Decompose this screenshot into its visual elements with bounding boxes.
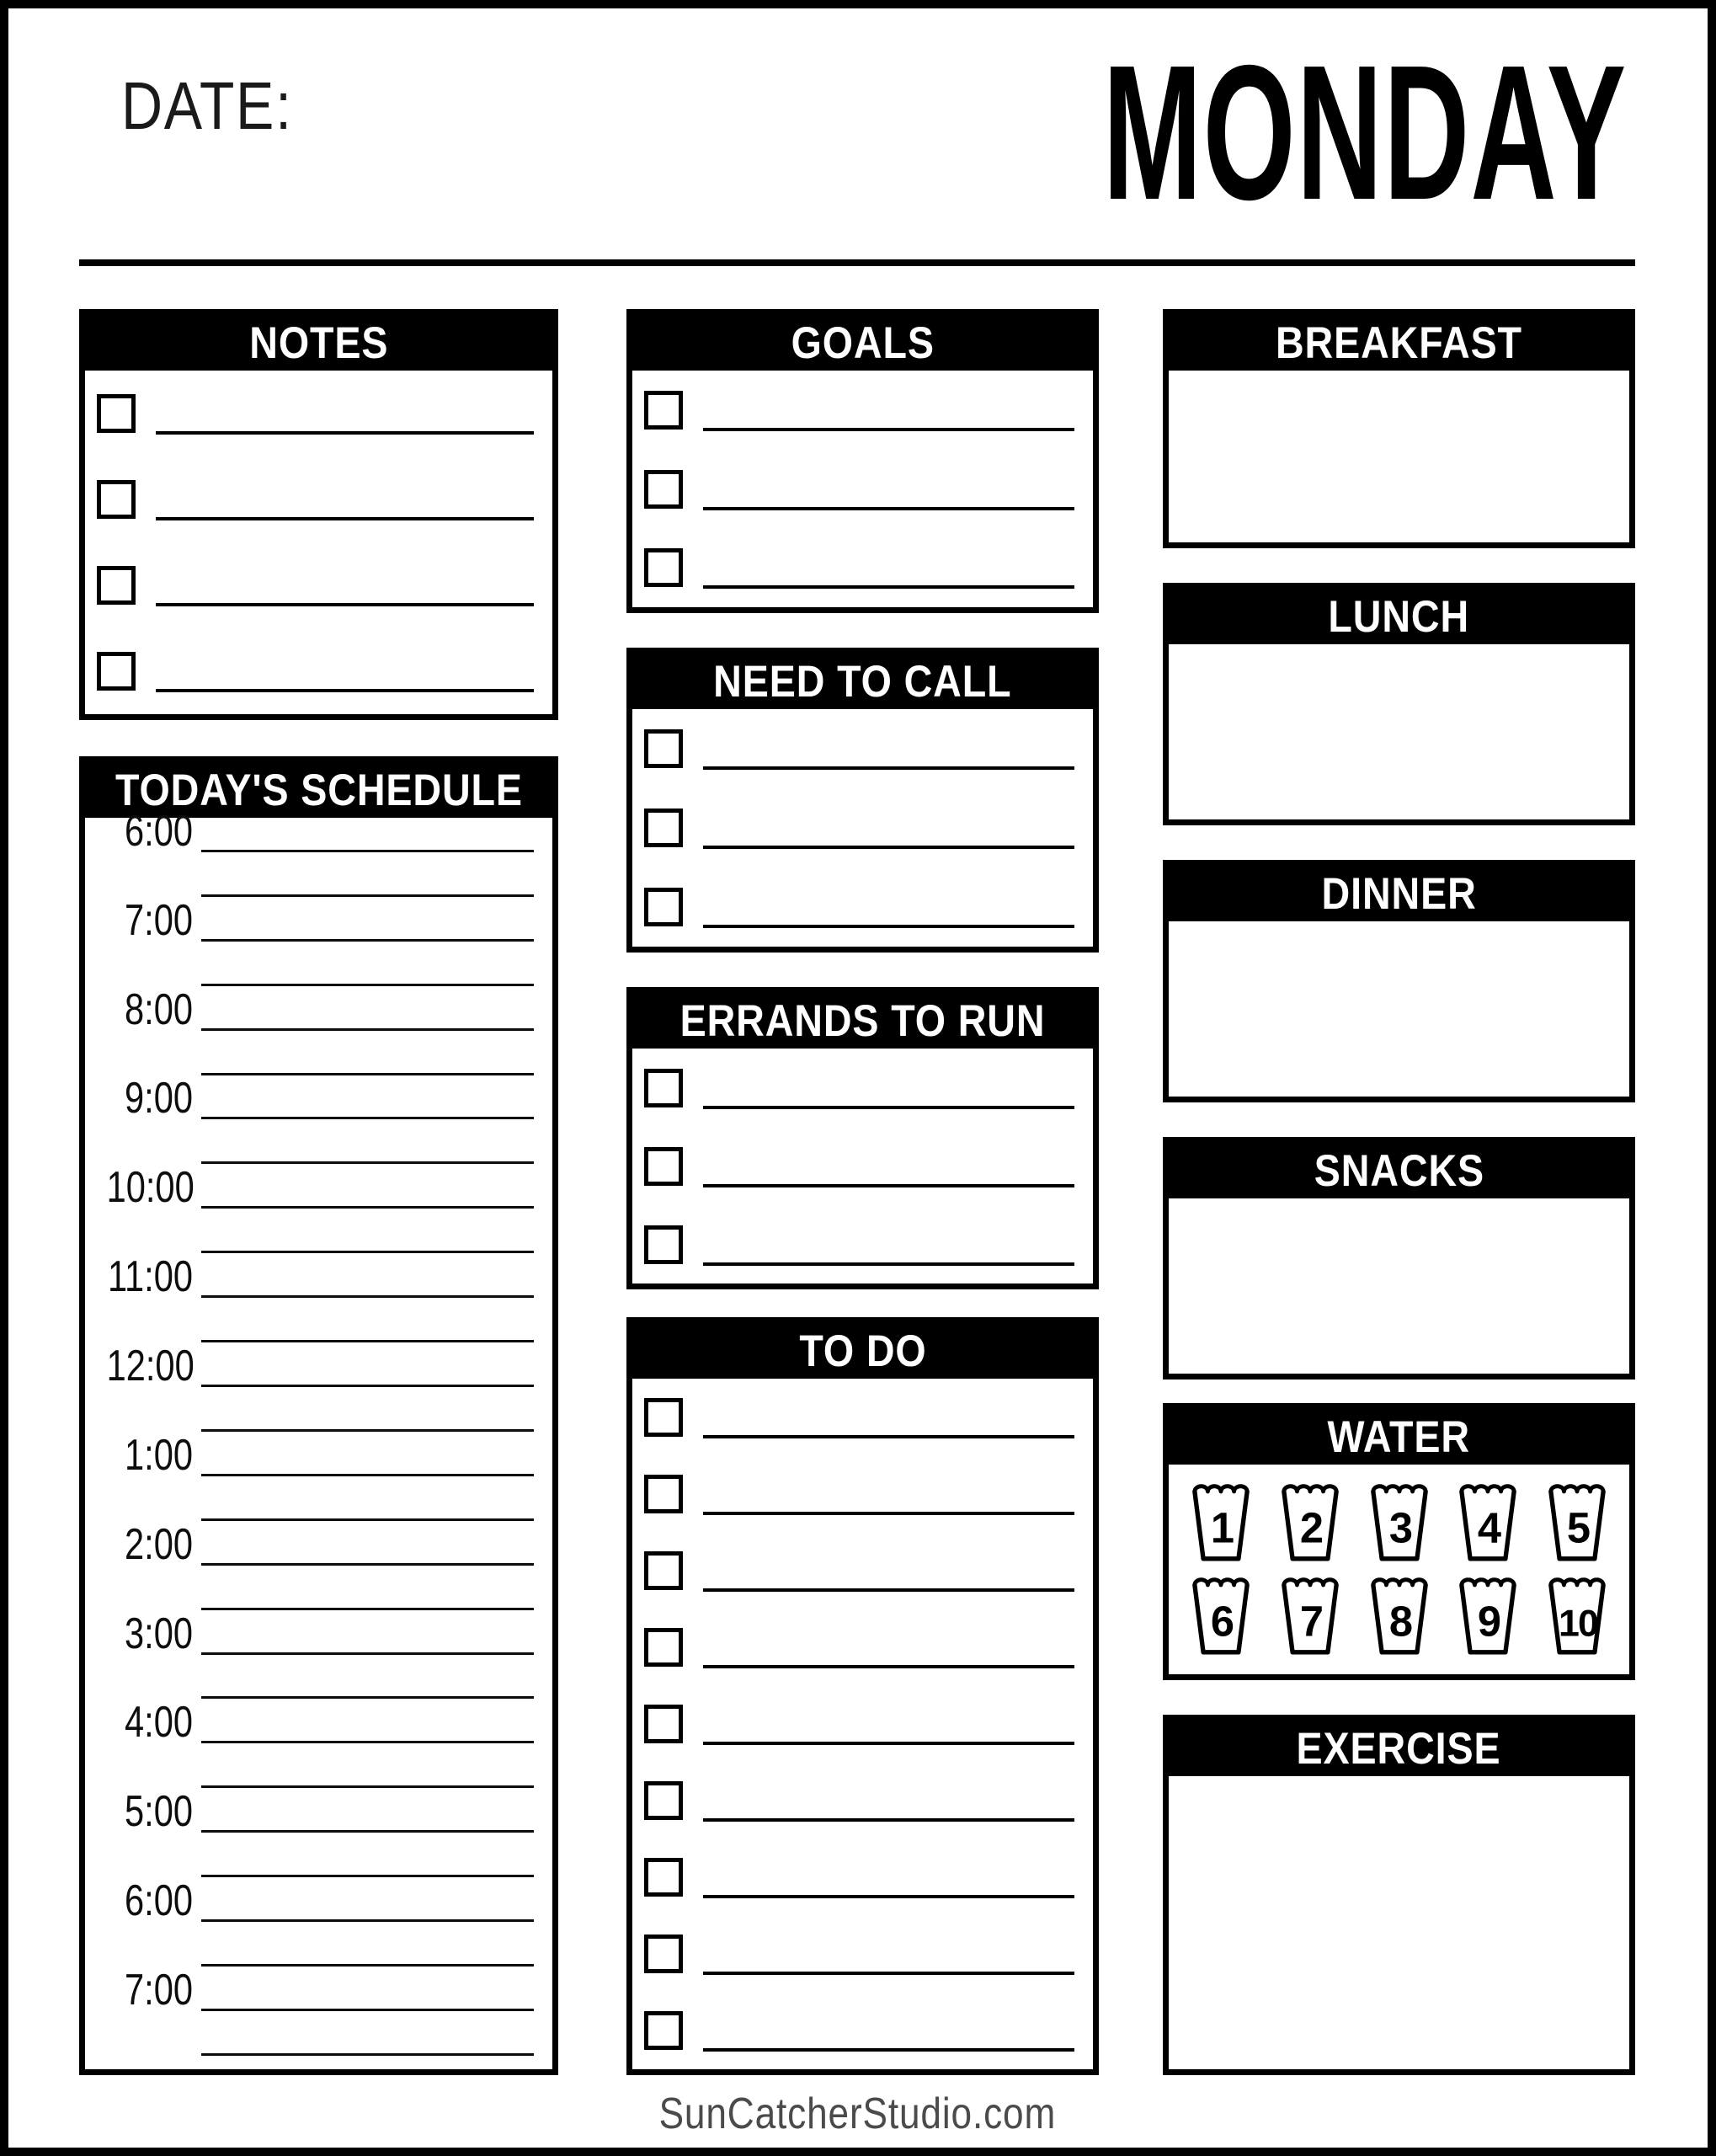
- write-line: [201, 1073, 534, 1075]
- snacks-title: SNACKS: [1314, 1145, 1484, 1196]
- write-line: [201, 1830, 534, 1833]
- svg-text:2: 2: [1299, 1502, 1322, 1551]
- water-glass-icon: [1458, 1480, 1518, 1564]
- checklist-row: [632, 709, 1093, 788]
- water-glass-icon: [1280, 1573, 1340, 1657]
- write-line: [703, 2009, 1074, 2052]
- date-label-text: DATE:: [121, 68, 293, 143]
- checkbox[interactable]: [644, 1225, 683, 1264]
- write-line: [703, 1933, 1074, 1975]
- schedule-time-label: 9:00: [125, 1074, 193, 1123]
- write-line: [201, 1117, 534, 1119]
- write-line: [156, 392, 534, 435]
- schedule-hour-row: [85, 1252, 552, 1308]
- write-line: [201, 1563, 534, 1566]
- checklist-row: [632, 1839, 1093, 1916]
- checklist-row: [85, 542, 552, 628]
- water-glass-icon: [1280, 1480, 1340, 1564]
- write-line: [201, 1385, 534, 1387]
- checklist-row: [632, 867, 1093, 947]
- schedule-hour-row: [85, 1341, 552, 1397]
- svg-text:1: 1: [1210, 1502, 1234, 1551]
- column-middle: [626, 309, 1099, 2075]
- goals-title: GOALS: [791, 318, 935, 368]
- write-line: [201, 1696, 534, 1699]
- checklist-row: [632, 788, 1093, 867]
- dinner-box: [1163, 860, 1635, 1102]
- column-left: [79, 309, 558, 2075]
- schedule-time-label: 6:00: [125, 1876, 193, 1926]
- todo-body: [632, 1379, 1093, 2069]
- write-line: [201, 1161, 534, 1164]
- day-title: [781, 26, 1627, 240]
- write-line: [201, 1741, 534, 1743]
- checklist-row: [632, 1763, 1093, 1839]
- write-line: [201, 939, 534, 942]
- checklist-row: [632, 1916, 1093, 1993]
- schedule-hour-row: [85, 985, 552, 1041]
- checkbox[interactable]: [644, 1705, 683, 1743]
- water-cup-10[interactable]: [1547, 1573, 1607, 1657]
- goals-box: [626, 309, 1099, 613]
- write-line: [703, 728, 1074, 770]
- write-line: [201, 1964, 534, 1967]
- checkbox[interactable]: [644, 1781, 683, 1820]
- svg-text:7: 7: [1299, 1597, 1322, 1646]
- lunch-body: [1169, 644, 1629, 819]
- schedule-hour-row: [85, 806, 552, 862]
- header-divider: [79, 259, 1635, 266]
- schedule-time-label: 3:00: [125, 1609, 193, 1658]
- water-cup-6[interactable]: [1191, 1573, 1251, 1657]
- schedule-hour-row: [85, 1430, 552, 1486]
- checkbox[interactable]: [644, 729, 683, 768]
- write-line: [156, 650, 534, 692]
- schedule-body: [85, 806, 552, 2069]
- day-title-text: MONDAY: [1102, 26, 1627, 240]
- checklist-row: [632, 1609, 1093, 1685]
- need-to-call-header: [632, 654, 1093, 709]
- schedule-hour-row: [85, 1609, 552, 1665]
- footer: [79, 2089, 1635, 2138]
- write-line: [201, 1340, 534, 1342]
- checklist-row: [632, 450, 1093, 529]
- lunch-title: LUNCH: [1328, 591, 1470, 642]
- planner-grid: [79, 309, 1635, 2075]
- write-line: [156, 478, 534, 520]
- todo-box: [626, 1317, 1099, 2075]
- write-line: [201, 1295, 534, 1298]
- breakfast-header: [1169, 315, 1629, 371]
- water-title: WATER: [1327, 1412, 1471, 1462]
- write-line: [201, 1919, 534, 1922]
- schedule-hour-row: [85, 1965, 552, 2021]
- checkbox[interactable]: [644, 2011, 683, 2050]
- errands-title: ERRANDS TO RUN: [679, 995, 1046, 1046]
- water-glass-icon: [1369, 1573, 1430, 1657]
- todo-header: [632, 1323, 1093, 1379]
- write-line: [703, 1856, 1074, 1898]
- schedule-hour-row: [85, 1698, 552, 1753]
- errands-header: [632, 993, 1093, 1049]
- svg-text:3: 3: [1388, 1502, 1411, 1551]
- schedule-half-hour-row: [85, 2021, 552, 2066]
- water-glass-icon: [1191, 1573, 1251, 1657]
- exercise-title: EXERCISE: [1297, 1723, 1501, 1774]
- schedule-time-label: 4:00: [125, 1698, 193, 1748]
- schedule-time-label: 10:00: [106, 1163, 195, 1213]
- need-to-call-body: [632, 709, 1093, 947]
- water-cup-row: [1169, 1480, 1629, 1564]
- schedule-hour-row: [85, 1787, 552, 1843]
- water-glass-icon: [1547, 1573, 1607, 1657]
- breakfast-box: [1163, 309, 1635, 548]
- date-label: [121, 68, 323, 143]
- water-cup-5[interactable]: [1547, 1480, 1607, 1564]
- write-line: [201, 1028, 534, 1031]
- checklist-row: [85, 371, 552, 456]
- dinner-body: [1169, 921, 1629, 1097]
- exercise-body: [1169, 1776, 1629, 2069]
- water-box: [1163, 1403, 1635, 1680]
- water-cup-3[interactable]: [1369, 1480, 1430, 1564]
- todo-title: TO DO: [798, 1326, 927, 1376]
- schedule-hour-row: [85, 1519, 552, 1576]
- water-body: [1169, 1465, 1629, 1674]
- schedule-time-label: 8:00: [125, 985, 193, 1034]
- water-cup-2[interactable]: [1280, 1480, 1340, 1564]
- water-glass-icon: [1369, 1480, 1430, 1564]
- checklist-row: [632, 1993, 1093, 2069]
- svg-text:6: 6: [1210, 1597, 1234, 1646]
- checklist-row: [632, 371, 1093, 450]
- write-line: [201, 2053, 534, 2056]
- svg-text:9: 9: [1478, 1597, 1500, 1646]
- schedule-box: [79, 756, 558, 2075]
- lunch-box: [1163, 583, 1635, 825]
- checklist-row: [85, 628, 552, 714]
- water-glass-icon: [1458, 1573, 1518, 1657]
- water-glass-icon: [1547, 1480, 1607, 1564]
- goals-body: [632, 371, 1093, 607]
- goals-header: [632, 315, 1093, 371]
- checkbox[interactable]: [644, 1628, 683, 1667]
- footer-text: SunCatcherStudio.com: [658, 2089, 1056, 2138]
- write-line: [201, 894, 534, 897]
- svg-text:4: 4: [1478, 1502, 1500, 1551]
- write-line: [201, 1608, 534, 1610]
- write-line: [201, 1518, 534, 1521]
- notes-box: [79, 309, 558, 720]
- write-line: [703, 1473, 1074, 1515]
- checklist-row: [632, 1379, 1093, 1455]
- checkbox[interactable]: [644, 888, 683, 926]
- write-line: [703, 1550, 1074, 1592]
- need-to-call-box: [626, 648, 1099, 953]
- snacks-box: [1163, 1137, 1635, 1380]
- write-line: [703, 1067, 1074, 1109]
- write-line: [201, 1206, 534, 1209]
- checkbox[interactable]: [644, 1551, 683, 1590]
- checkbox[interactable]: [97, 566, 136, 605]
- write-line: [201, 1429, 534, 1432]
- write-line: [201, 2009, 534, 2011]
- schedule-time-label: 2:00: [125, 1519, 193, 1569]
- notes-header: [85, 315, 552, 371]
- water-glass-icon: [1191, 1480, 1251, 1564]
- exercise-header: [1169, 1721, 1629, 1776]
- write-line: [703, 1626, 1074, 1668]
- schedule-time-label: 7:00: [125, 1965, 193, 2015]
- write-line: [201, 1474, 534, 1476]
- write-line: [703, 1780, 1074, 1822]
- snacks-body: [1169, 1198, 1629, 1374]
- write-line: [703, 1396, 1074, 1438]
- checkbox[interactable]: [97, 394, 136, 433]
- checklist-row: [632, 1685, 1093, 1762]
- schedule-time-label: 5:00: [125, 1787, 193, 1837]
- write-line: [703, 389, 1074, 431]
- exercise-box: [1163, 1715, 1635, 2075]
- checkbox[interactable]: [644, 1475, 683, 1513]
- water-cup-9[interactable]: [1458, 1573, 1518, 1657]
- water-header: [1169, 1409, 1629, 1465]
- dinner-title: DINNER: [1321, 868, 1477, 919]
- schedule-time-label: 11:00: [107, 1252, 193, 1302]
- checkbox[interactable]: [644, 391, 683, 430]
- checkbox[interactable]: [644, 548, 683, 587]
- write-line: [201, 984, 534, 986]
- notes-title: NOTES: [248, 318, 389, 368]
- schedule-time-label: 1:00: [125, 1430, 193, 1480]
- errands-box: [626, 987, 1099, 1289]
- checkbox[interactable]: [644, 1935, 683, 1973]
- write-line: [703, 547, 1074, 589]
- schedule-time-label: 7:00: [125, 895, 193, 945]
- water-cup-8[interactable]: [1369, 1573, 1430, 1657]
- checkbox[interactable]: [644, 470, 683, 509]
- svg-text:5: 5: [1566, 1502, 1590, 1551]
- svg-text:10: 10: [1559, 1602, 1597, 1645]
- checkbox[interactable]: [644, 1069, 683, 1107]
- schedule-time-label: 12:00: [106, 1341, 195, 1390]
- write-line: [201, 1875, 534, 1877]
- schedule-title: TODAY'S SCHEDULE: [115, 765, 523, 815]
- snacks-header: [1169, 1143, 1629, 1198]
- schedule-time-label: 6:00: [125, 806, 193, 856]
- checkbox[interactable]: [97, 480, 136, 519]
- checkbox[interactable]: [644, 1147, 683, 1186]
- checklist-row: [632, 1532, 1093, 1609]
- write-line: [703, 1224, 1074, 1266]
- write-line: [201, 1785, 534, 1788]
- errands-body: [632, 1049, 1093, 1283]
- schedule-hour-row: [85, 1163, 552, 1219]
- checklist-row: [632, 1205, 1093, 1283]
- checklist-row: [632, 1127, 1093, 1205]
- schedule-hour-row: [85, 1876, 552, 1932]
- checkbox[interactable]: [644, 1858, 683, 1897]
- schedule-hour-row: [85, 1074, 552, 1130]
- water-cup-4[interactable]: [1458, 1480, 1518, 1564]
- schedule-hour-row: [85, 895, 552, 952]
- breakfast-body: [1169, 371, 1629, 542]
- write-line: [156, 564, 534, 606]
- write-line: [201, 1251, 534, 1253]
- write-line: [703, 807, 1074, 849]
- water-cup-1[interactable]: [1191, 1480, 1251, 1564]
- need-to-call-title: NEED TO CALL: [713, 656, 1012, 707]
- checklist-row: [632, 528, 1093, 607]
- checklist-row: [632, 1455, 1093, 1532]
- water-cup-row: [1169, 1573, 1629, 1657]
- write-line: [703, 1145, 1074, 1187]
- write-line: [201, 850, 534, 852]
- breakfast-title: BREAKFAST: [1276, 318, 1522, 368]
- dinner-header: [1169, 866, 1629, 921]
- column-right: [1163, 309, 1635, 2075]
- svg-text:8: 8: [1388, 1597, 1411, 1646]
- checkbox[interactable]: [644, 1398, 683, 1437]
- checkbox[interactable]: [97, 652, 136, 691]
- notes-body: [85, 371, 552, 714]
- checklist-row: [632, 1049, 1093, 1127]
- page-header: [79, 8, 1635, 259]
- checklist-row: [85, 456, 552, 542]
- write-line: [201, 1652, 534, 1655]
- write-line: [703, 886, 1074, 928]
- lunch-header: [1169, 589, 1629, 644]
- checkbox[interactable]: [644, 808, 683, 847]
- write-line: [703, 468, 1074, 510]
- water-cup-7[interactable]: [1280, 1573, 1340, 1657]
- write-line: [703, 1703, 1074, 1745]
